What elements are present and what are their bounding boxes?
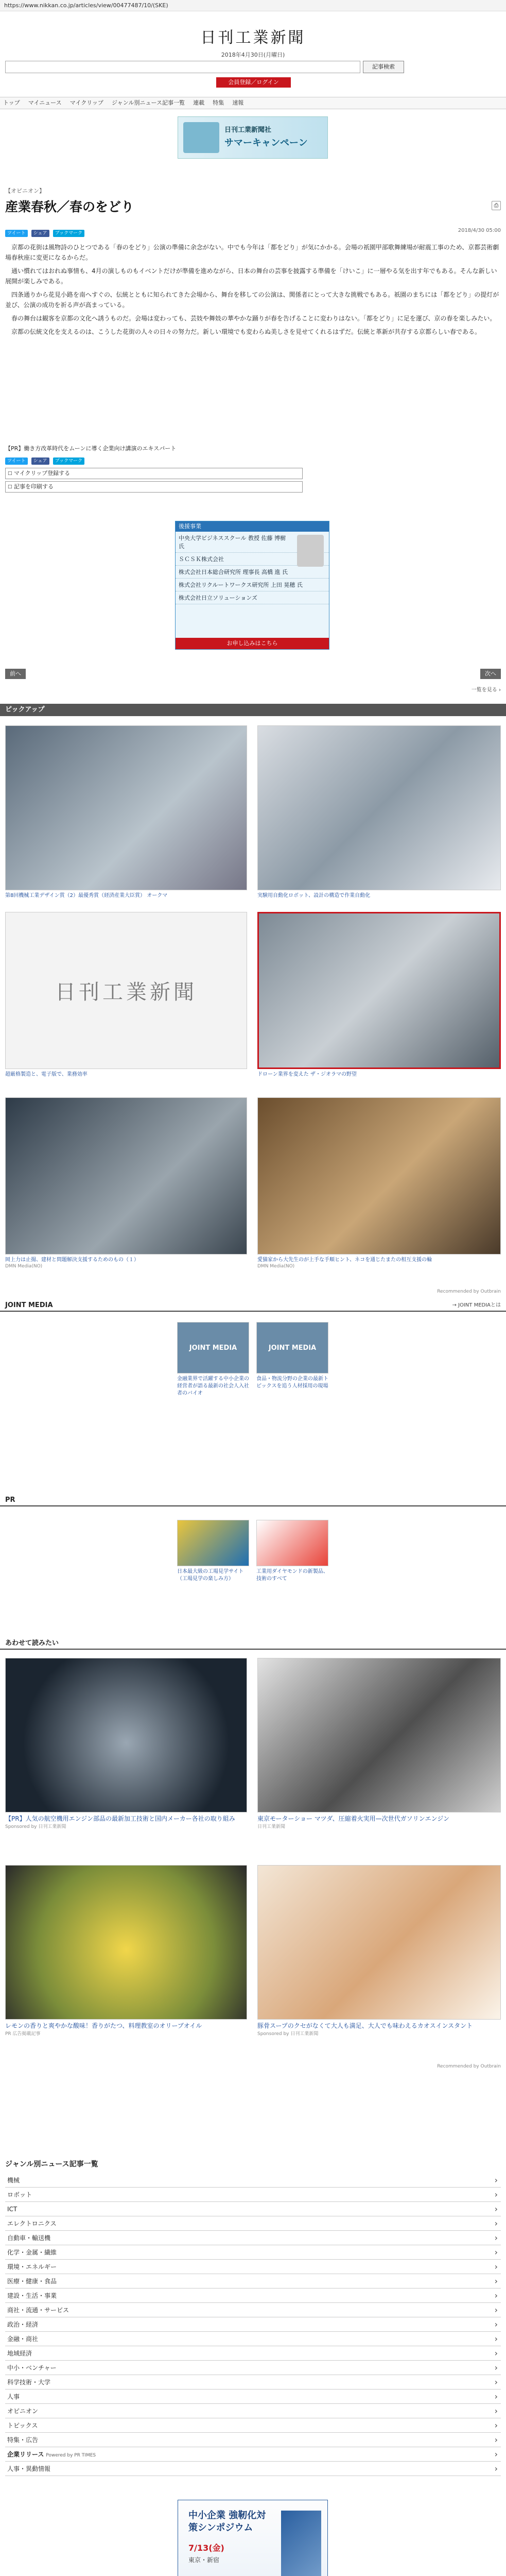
pr-card[interactable] — [177, 1520, 249, 1583]
recommend-heading — [0, 1637, 506, 1650]
genre-item[interactable]: 環境・エネルギー › — [5, 2260, 501, 2274]
ad-header: 後援事業 — [176, 521, 329, 532]
recommend-source: 日刊工業新聞 — [257, 1824, 286, 1829]
joint-card[interactable] — [177, 1322, 249, 1397]
pickup-image — [257, 912, 501, 1069]
recommend-card[interactable] — [5, 1658, 247, 1829]
masthead — [0, 11, 506, 67]
pr-card[interactable] — [256, 1520, 328, 1583]
pickup-card[interactable] — [5, 912, 247, 1078]
banner-image — [183, 122, 219, 153]
pickup-source: DMN Media(NO) — [5, 1264, 43, 1269]
genre-item[interactable]: 機械 › — [5, 2173, 501, 2188]
genre-item[interactable]: トピックス › — [5, 2418, 501, 2433]
symposium-image — [281, 2511, 321, 2576]
list-link[interactable]: 一覧を見る › — [471, 687, 501, 693]
nav-item[interactable]: 速報 — [232, 99, 244, 106]
next-button[interactable]: 次へ — [480, 669, 501, 679]
epaper-logo: 日刊工業新聞 — [55, 980, 197, 1004]
recommend-image — [5, 1658, 247, 1812]
nav-item[interactable]: マイニュース — [28, 99, 62, 106]
joint-media-more[interactable]: → JOINT MEDIAとは — [452, 1302, 501, 1308]
pickup-heading-label: ピックアップ — [5, 706, 45, 714]
pr-caption[interactable]: 日本最大級の工場見学サイト（工場見学の楽しみ方） — [177, 1569, 244, 1582]
nav-item[interactable]: マイクリップ — [69, 99, 103, 106]
pickup-caption[interactable]: 実験用自動化ロボット、設計の構造で作業自動化 — [257, 893, 371, 899]
pickup-caption[interactable]: ドローン業界を変えた ザ・ジオラマの野望 — [257, 1072, 357, 1077]
article-paragraph: 通い慣れてはおれぬ事情も、4月の演しものもイベントだけが準備を進めながら、日本の舞台の芸事を披露する準備を「けいこ」に一層やる気を出す年でもある。そんな新しい展開が楽しみである。 — [5, 267, 497, 285]
ad-row: 中央大学ビジネススクール 教授 佐藤 博樹 氏 — [176, 532, 329, 553]
genre-item[interactable]: ロボット › — [5, 2188, 501, 2202]
facebook-share-button[interactable]: シェア — [31, 230, 49, 237]
pickup-caption[interactable]: 愛猫家から大先生のが上手な手順ヒント、ネコを通じたまたの相互支援の輪 — [257, 1257, 432, 1263]
article-tag: 【オピニオン】 — [5, 188, 45, 194]
joint-media-label: JOINT MEDIA — [5, 1301, 53, 1309]
clip-button[interactable]: □ マイクリップ登録する — [5, 468, 303, 479]
pickup-image — [5, 912, 247, 1069]
bookmark-share-button[interactable]: ブックマーク — [53, 230, 84, 237]
genre-item[interactable]: 人事 › — [5, 2389, 501, 2404]
genre-item[interactable]: 中小・ベンチャー › — [5, 2361, 501, 2375]
twitter-share-button[interactable]: ツイート — [5, 457, 28, 465]
pickup-caption[interactable]: 超厳格製造と、電子版で、業務効率 — [5, 1072, 88, 1077]
genre-item[interactable]: 政治・経済 › — [5, 2317, 501, 2332]
related-link[interactable]: 【PR】働き方改革時代をムーンに導く企業向け講演のエキスパート — [5, 445, 177, 452]
pickup-source: DMN Media(NO) — [257, 1264, 295, 1269]
pr-label: PR — [5, 1496, 15, 1504]
joint-card[interactable] — [256, 1322, 328, 1390]
print-button[interactable]: □ 記事を印刷する — [5, 481, 303, 493]
symposium-sub: 東京・新宿 — [188, 2556, 220, 2564]
article-paragraph: 春の舞台は観客を京都の文化へ誘うものだ。会場は変わっても、芸妓や舞妓の華やかな踊りが春を告げることに変わりはない。「都をどり」に足を運び、京の春を楽しみたい。 — [11, 315, 496, 322]
nav-item[interactable]: 連載 — [193, 99, 205, 106]
article-paragraph: 京都の伝統文化を支えるのは、こうした花街の人々の日々の努力だ。新しい環境でも変わらぬ美しさを見せてくれるはずだ。伝統と革新が共存する京都らしい春である。 — [11, 328, 481, 335]
issue-date: 2018年4月30日(月曜日) — [221, 52, 285, 58]
recommend-caption[interactable]: 東京モーターショー マツダ、圧縮着火実用—次世代ガソリンエンジン — [257, 1815, 450, 1822]
recommend-source: PR 広告掲載記事 — [5, 2031, 41, 2037]
pager — [5, 669, 501, 693]
genre-item[interactable]: ICT › — [5, 2202, 501, 2216]
recommend-source: Sponsored by 日刊工業新聞 — [5, 1824, 66, 1829]
symposium-ad[interactable] — [178, 2500, 328, 2576]
speaker-photo — [297, 535, 324, 567]
joint-thumb: JOINT MEDIA — [177, 1322, 249, 1374]
article-title: 産業春秋／春のをどり — [5, 199, 134, 214]
banner-line2: サマーキャンペーン — [224, 138, 308, 148]
pr-thumb — [256, 1520, 328, 1566]
publish-time: 2018/4/30 05:00 — [458, 228, 501, 233]
pickup-image — [257, 725, 501, 890]
pickup-caption[interactable]: 第8回機械工業デザイン賞（2）最優秀賞（経済産業大臣賞） オークマ — [5, 893, 168, 899]
outbrain-credit[interactable]: Recommended by Outbrain — [437, 1289, 501, 1294]
genre-item[interactable]: 医療・健康・食品 › — [5, 2274, 501, 2289]
recommend-card[interactable] — [257, 1865, 501, 2037]
search-button[interactable]: 記事検索 — [363, 61, 404, 73]
genre-pr-sub: Powered by PR TIMES — [46, 2453, 96, 2458]
nav-item[interactable]: ジャンル別ニュース記事一覧 — [112, 99, 185, 106]
recommend-caption[interactable]: 【PR】人気の航空機用エンジン部品の最新加工技術と国内メーカー各社の取り組み — [5, 1815, 235, 1822]
symposium-title: 中小企業 強靭化対策シンポジウム — [188, 2510, 266, 2533]
genre-item[interactable]: 科学技術・大学 › — [5, 2375, 501, 2389]
pickup-image — [5, 1097, 247, 1255]
article-body — [5, 242, 501, 337]
genre-item[interactable]: エレクトロニクス › — [5, 2216, 501, 2231]
pr-heading — [0, 1494, 506, 1506]
pickup-image — [5, 725, 247, 890]
pickup-heading — [0, 704, 506, 716]
article-paragraph: 京都の花街は風物詩のひとつである「春のをどり」公演の準備に余念がない。中でも今年は「都をどり」が気にかかる。会場の祇園甲部歌舞練場が耐震工事のため、京都芸術劇場春秋座に変更になるからだ。 — [5, 244, 499, 261]
genre-item[interactable]: オピニオン › — [5, 2404, 501, 2418]
genre-item[interactable]: 特集・広告 › — [5, 2433, 501, 2447]
genre-item[interactable]: 地域経済 › — [5, 2346, 501, 2361]
article-paragraph: 四条通りから花見小路を南へすぐの、伝統とともに知られてきた会場から、舞台を移しての公演は、関係者にとって大きな挑戦でもある。祇園のまちには「都をどり」の提灯が並び、公演の成功を祈る声が高まっている。 — [5, 291, 499, 309]
ad-row: ＳＣＳＫ株式会社 — [176, 553, 329, 566]
genre-item[interactable]: 商社・流通・サービス › — [5, 2303, 501, 2317]
genre-item-pr[interactable] — [5, 2447, 501, 2462]
pr-caption[interactable]: 工業用ダイヤモンドの新製品、技術のすべて — [256, 1569, 328, 1582]
pickup-caption[interactable]: 岡上力は止揚、建材と問題解決支援するためのもの（１） — [5, 1257, 139, 1263]
article-footer — [5, 444, 501, 495]
recommend-card[interactable] — [257, 1658, 501, 1829]
article — [5, 187, 501, 403]
genre-item[interactable]: 自動車・輸送機 › — [5, 2231, 501, 2245]
recommend-image — [5, 1865, 247, 2020]
ad-apply-button[interactable]: お申し込みはこちら — [176, 638, 329, 649]
pickup-card[interactable] — [5, 1097, 247, 1269]
joint-caption[interactable]: 金融業界で活躍する中小企業の経営者が語る最新の社会人入社者のバイオ — [177, 1376, 249, 1396]
pr-thumb — [177, 1520, 249, 1566]
joint-media-heading — [0, 1299, 506, 1312]
joint-thumb: JOINT MEDIA — [256, 1322, 328, 1374]
pickup-card[interactable] — [257, 1097, 501, 1269]
ad-row: 株式会社リクルートワークス研究所 上田 晃穂 氏 — [176, 579, 329, 591]
ad-row: 株式会社日本総合研究所 理事長 高橋 進 氏 — [176, 566, 329, 579]
search-input[interactable] — [5, 61, 360, 73]
recommend-image — [257, 1865, 501, 2020]
seminar-ad[interactable] — [175, 521, 329, 650]
share-buttons-bottom — [5, 456, 501, 465]
nav-item[interactable]: 特集 — [213, 99, 224, 106]
genre-item[interactable]: 金融・商社 › — [5, 2332, 501, 2346]
ad-row: 株式会社日立ソリューションズ — [176, 591, 329, 604]
bookmark-share-button[interactable]: ブックマーク — [53, 457, 84, 465]
recommend-image — [257, 1658, 501, 1812]
recommend-source: Sponsored by 日刊工業新聞 — [257, 2031, 319, 2037]
site-logo[interactable]: 日刊工業新聞 — [200, 29, 306, 47]
prev-button[interactable]: 前へ — [5, 669, 26, 679]
nav-item[interactable]: トップ — [3, 99, 20, 106]
recommend-label: あわせて読みたい — [5, 1639, 59, 1647]
pickup-image — [257, 1097, 501, 1255]
recommend-caption[interactable]: 豚骨スープのクセがなくて大人も満足、大人でも味わえるカオスインスタント — [257, 2022, 473, 2029]
pickup-card[interactable] — [5, 725, 247, 900]
outbrain-credit[interactable]: Recommended by Outbrain — [437, 2064, 501, 2069]
symposium-date: 7/13(金) — [188, 2543, 224, 2553]
pickup-card[interactable] — [257, 725, 501, 900]
global-nav — [0, 97, 506, 109]
recommend-card[interactable] — [5, 1865, 247, 2037]
twitter-share-button[interactable]: ツイート — [5, 230, 28, 237]
genre-pr-label: 企業リリース — [7, 2451, 44, 2458]
genre-item[interactable]: 人事・異動情報 › — [5, 2462, 501, 2476]
facebook-share-button[interactable]: シェア — [31, 457, 49, 465]
print-icon[interactable]: ⎙ — [492, 201, 501, 210]
genre-item[interactable]: 化学・金属・繊維 › — [5, 2245, 501, 2260]
banner-line1: 日刊工業新聞社 — [224, 126, 272, 134]
campaign-banner[interactable] — [178, 116, 328, 159]
recommend-caption[interactable]: レモンの香りと爽やかな酸味！香りがたつ、料理教室のオリーブオイル — [5, 2022, 202, 2029]
pickup-card[interactable] — [257, 912, 501, 1078]
search-row — [5, 61, 501, 74]
share-buttons — [5, 229, 501, 237]
genre-item[interactable]: 建設・生活・事業 › — [5, 2289, 501, 2303]
genre-heading: ジャンル別ニュース記事一覧 — [5, 2160, 98, 2168]
url-bar[interactable]: https://www.nikkan.co.jp/articles/view/00477487/10/(SKE) — [0, 0, 506, 11]
joint-caption[interactable]: 食品・物流分野の企業の最新トピックスを追う人材採用の現場 — [256, 1376, 328, 1389]
login-button[interactable]: 会員登録／ログイン — [216, 77, 291, 88]
